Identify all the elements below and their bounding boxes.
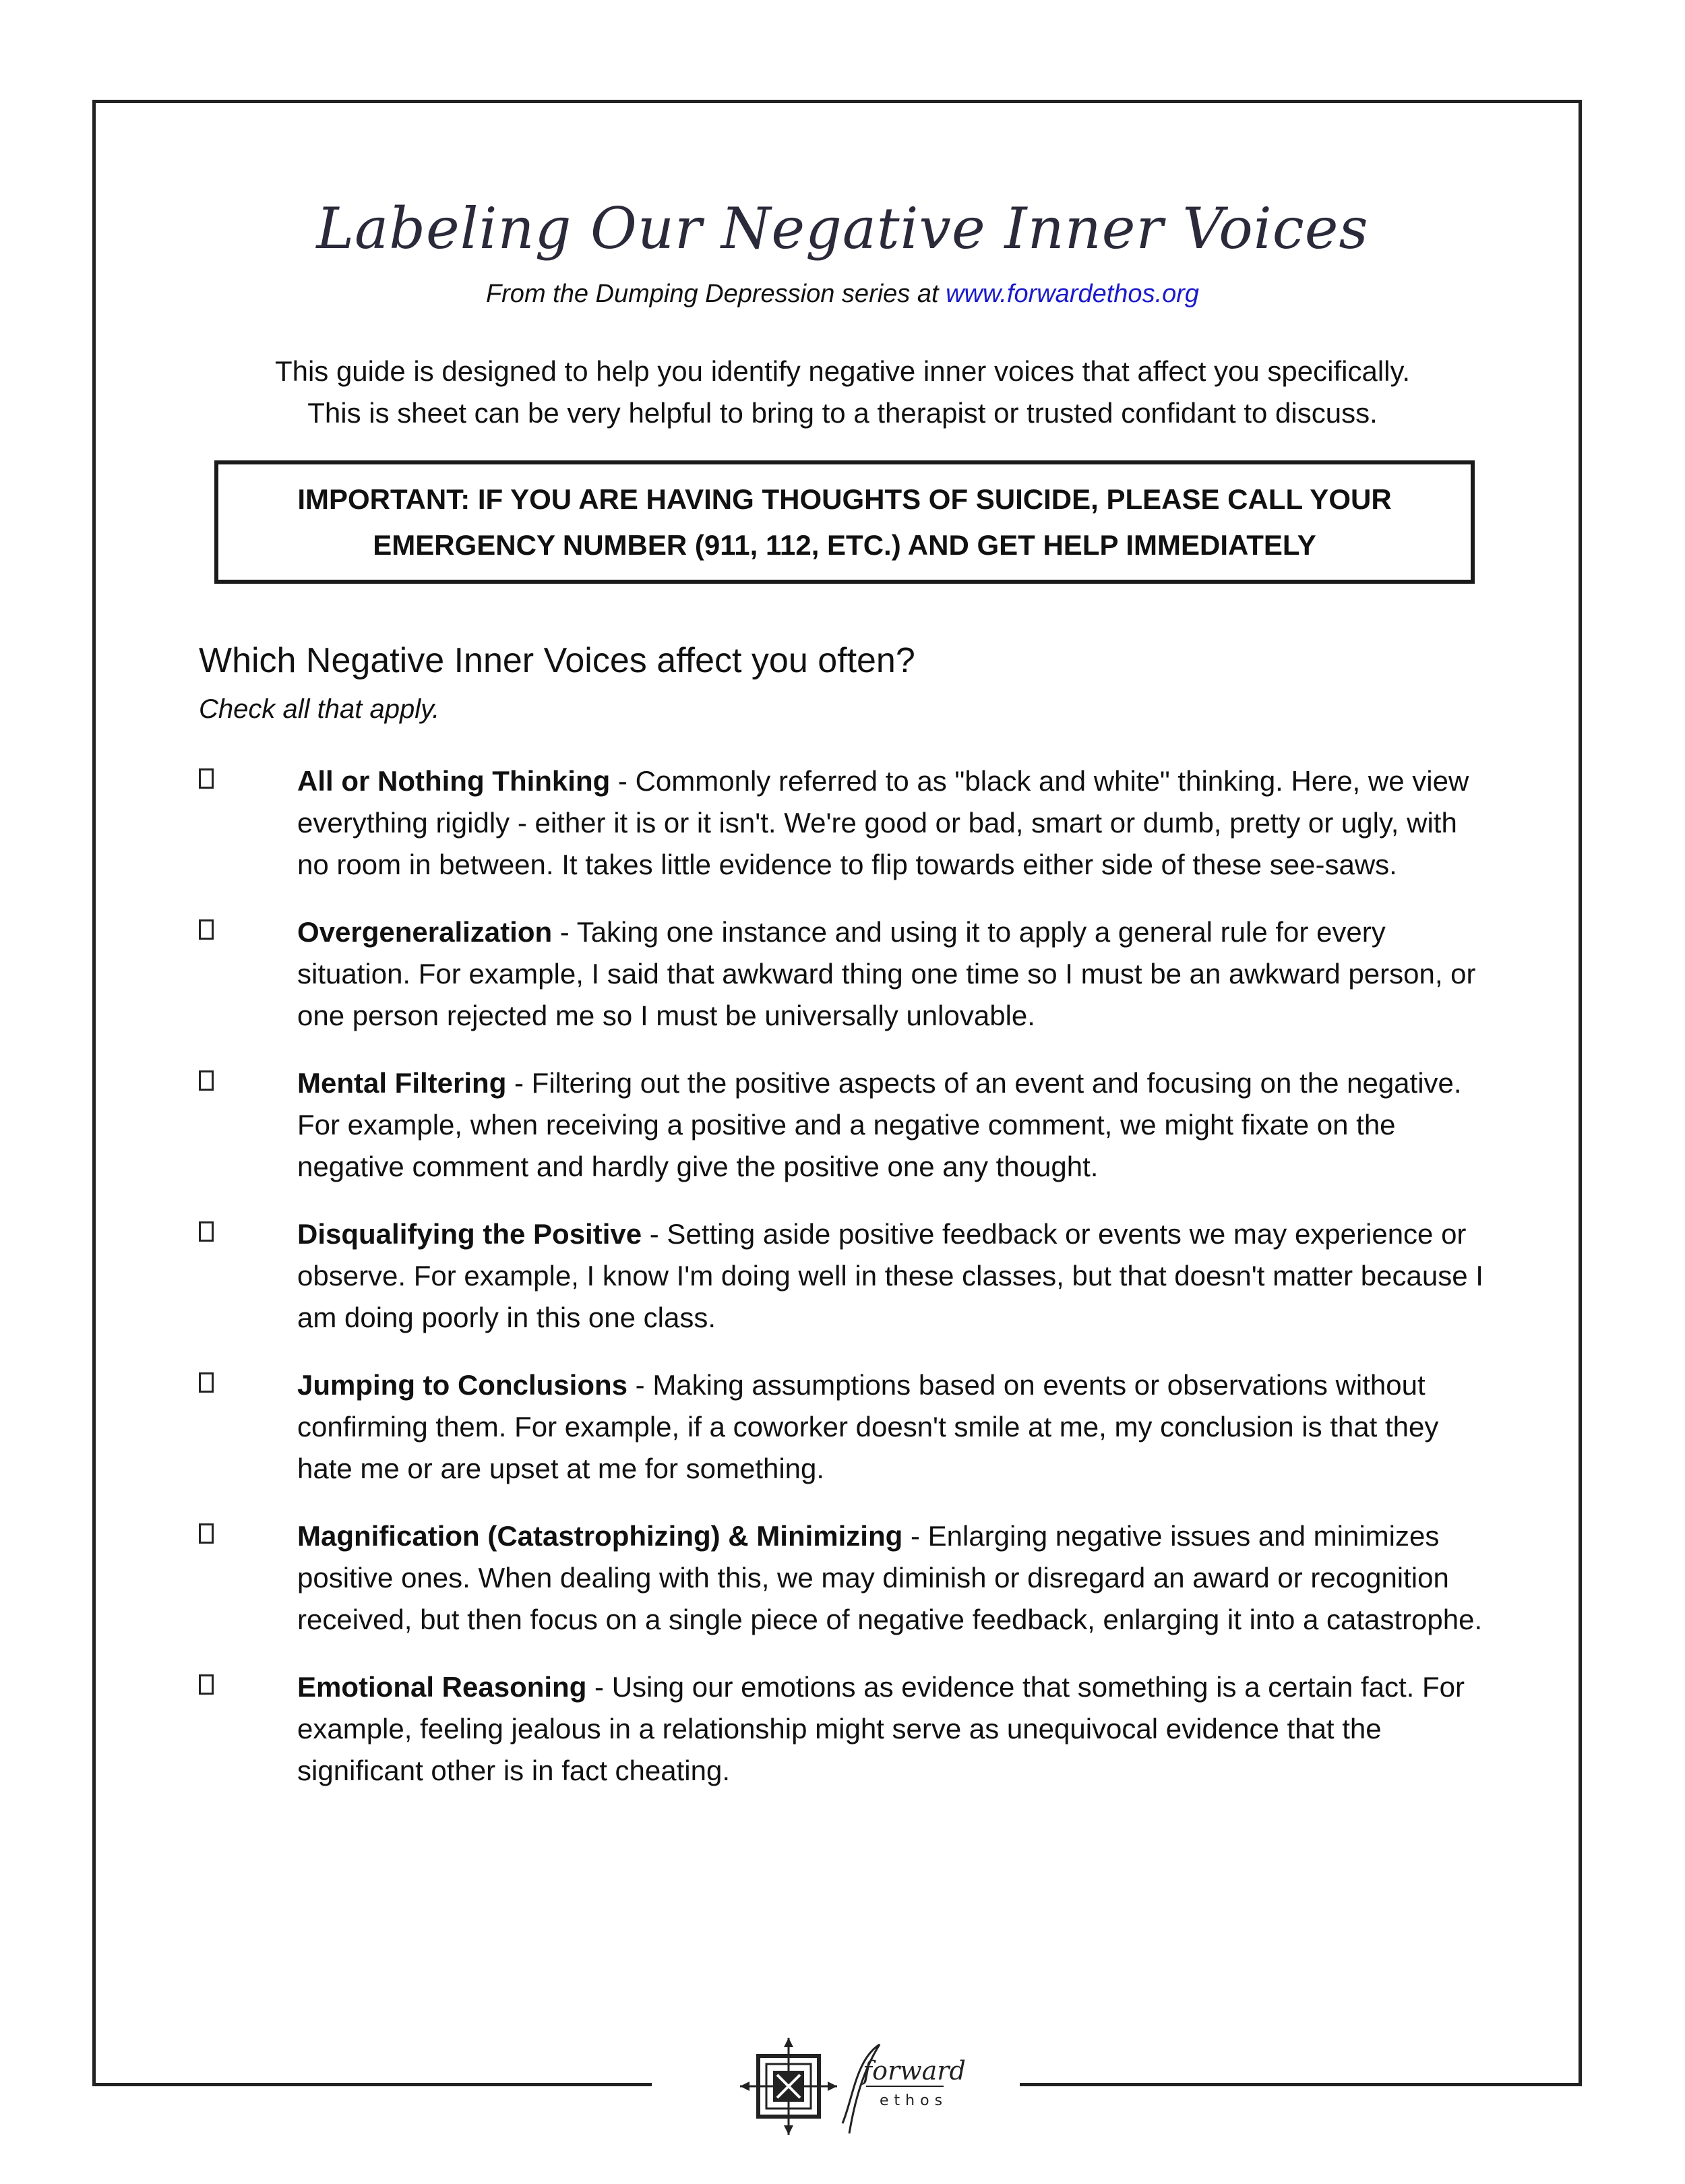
intro-text (168, 351, 1516, 434)
list-item (199, 1364, 1486, 1490)
item-description: - Filtering out the positive aspects of an event and focusing on the negative. For example, when receiving a positive and a negative comment, we might fixate on the negative comment and hardly give the positive one any thought. (297, 1067, 1462, 1182)
page-frame-left (92, 100, 96, 2086)
list-item (199, 1666, 1486, 1792)
item-text (297, 1062, 1486, 1188)
item-name: Emotional Reasoning (297, 1671, 587, 1703)
item-text (297, 911, 1486, 1037)
item-name: Disqualifying the Positive (297, 1218, 642, 1250)
item-name: Overgeneralization (297, 916, 553, 948)
checkbox[interactable] (199, 1523, 214, 1544)
checkbox[interactable] (199, 919, 214, 940)
warning-line-2: EMERGENCY NUMBER (911, 112, ETC.) AND GET HELP IMMEDIATELY (373, 528, 1316, 561)
website-link[interactable]: www.forwardethos.org (946, 280, 1200, 308)
item-description: - Setting aside positive feedback or events we may experience or observe. For example, I know I'm doing well in these classes, but that doesn't matter because I am doing poorly in this one class. (297, 1218, 1483, 1333)
item-text (297, 760, 1486, 886)
checkbox[interactable] (199, 1221, 214, 1242)
item-text (297, 1515, 1486, 1641)
list-item (199, 1515, 1486, 1641)
page-frame-right (1579, 100, 1582, 2086)
checkbox[interactable] (199, 1070, 214, 1091)
list-item (199, 1213, 1486, 1339)
item-text (297, 1666, 1486, 1792)
item-name: Jumping to Conclusions (297, 1369, 627, 1401)
item-description: - Using our emotions as evidence that something is a certain fact. For example, feeling jealous in a relationship might serve as unequivocal evidence that the significant other is in fact cheating. (297, 1671, 1465, 1786)
item-name: Magnification (Catastrophizing) & Minimizing (297, 1520, 903, 1552)
item-description: - Commonly referred to as "black and white" thinking. Here, we view everything rigidly - either it is or it isn't. We're good or bad, smart or dumb, pretty or ugly, with no room in between. It takes little evidence to flip towards either side of these see-saws. (297, 765, 1469, 880)
logo-word-forward: forward (863, 2056, 966, 2086)
subtitle (0, 280, 1685, 309)
item-name: Mental Filtering (297, 1067, 507, 1099)
intro-line-2: This is sheet can be very helpful to bring to a therapist or trusted confidant to discuss. (307, 397, 1378, 429)
page-title: Labeling Our Negative Inner Voices (316, 195, 1369, 262)
inner-voice-list (199, 760, 1486, 1817)
checkbox[interactable] (199, 1674, 214, 1695)
logo-word-ethos: ethos (880, 2092, 948, 2109)
item-description: - Making assumptions based on events or observations without confirming them. For example, if a coworker doesn't smile at me, my conclusion is that they hate me or are upset at me for something. (297, 1369, 1439, 1484)
suicide-warning-box (214, 460, 1475, 584)
page-frame-bottom-left (92, 2083, 652, 2086)
item-name: All or Nothing Thinking (297, 765, 611, 797)
item-description: - Taking one instance and using it to apply a general rule for every situation. For example, I said that awkward thing one time so I must be an awkward person, or one person rejected me so I must be universally unlovable. (297, 916, 1476, 1031)
page-frame-top (92, 100, 1582, 103)
checkbox[interactable] (199, 768, 214, 789)
item-text (297, 1364, 1486, 1490)
item-text (297, 1213, 1486, 1339)
logo-emblem (740, 2038, 837, 2135)
list-item (199, 760, 1486, 886)
item-description: - Enlarging negative issues and minimizes positive ones. When dealing with this, we may diminish or disregard an award or recognition received, but then focus on a single piece of negative feedback, enlarging it into a catastrophe. (297, 1520, 1483, 1635)
section-heading: Which Negative Inner Voices affect you often? (199, 641, 915, 680)
warning-line-1: IMPORTANT: IF YOU ARE HAVING THOUGHTS OF SUICIDE, PLEASE CALL YOUR (297, 483, 1392, 515)
intro-line-1: This guide is designed to help you identify negative inner voices that affect you specifically. (274, 355, 1411, 387)
subtitle-text: From the Dumping Depression series at (485, 280, 946, 308)
page-frame-bottom-right (1020, 2083, 1582, 2086)
section-instructions: Check all that apply. (199, 694, 440, 724)
forward-ethos-logo-icon (738, 2032, 966, 2140)
list-item (199, 911, 1486, 1037)
checkbox[interactable] (199, 1372, 214, 1393)
list-item (199, 1062, 1486, 1188)
